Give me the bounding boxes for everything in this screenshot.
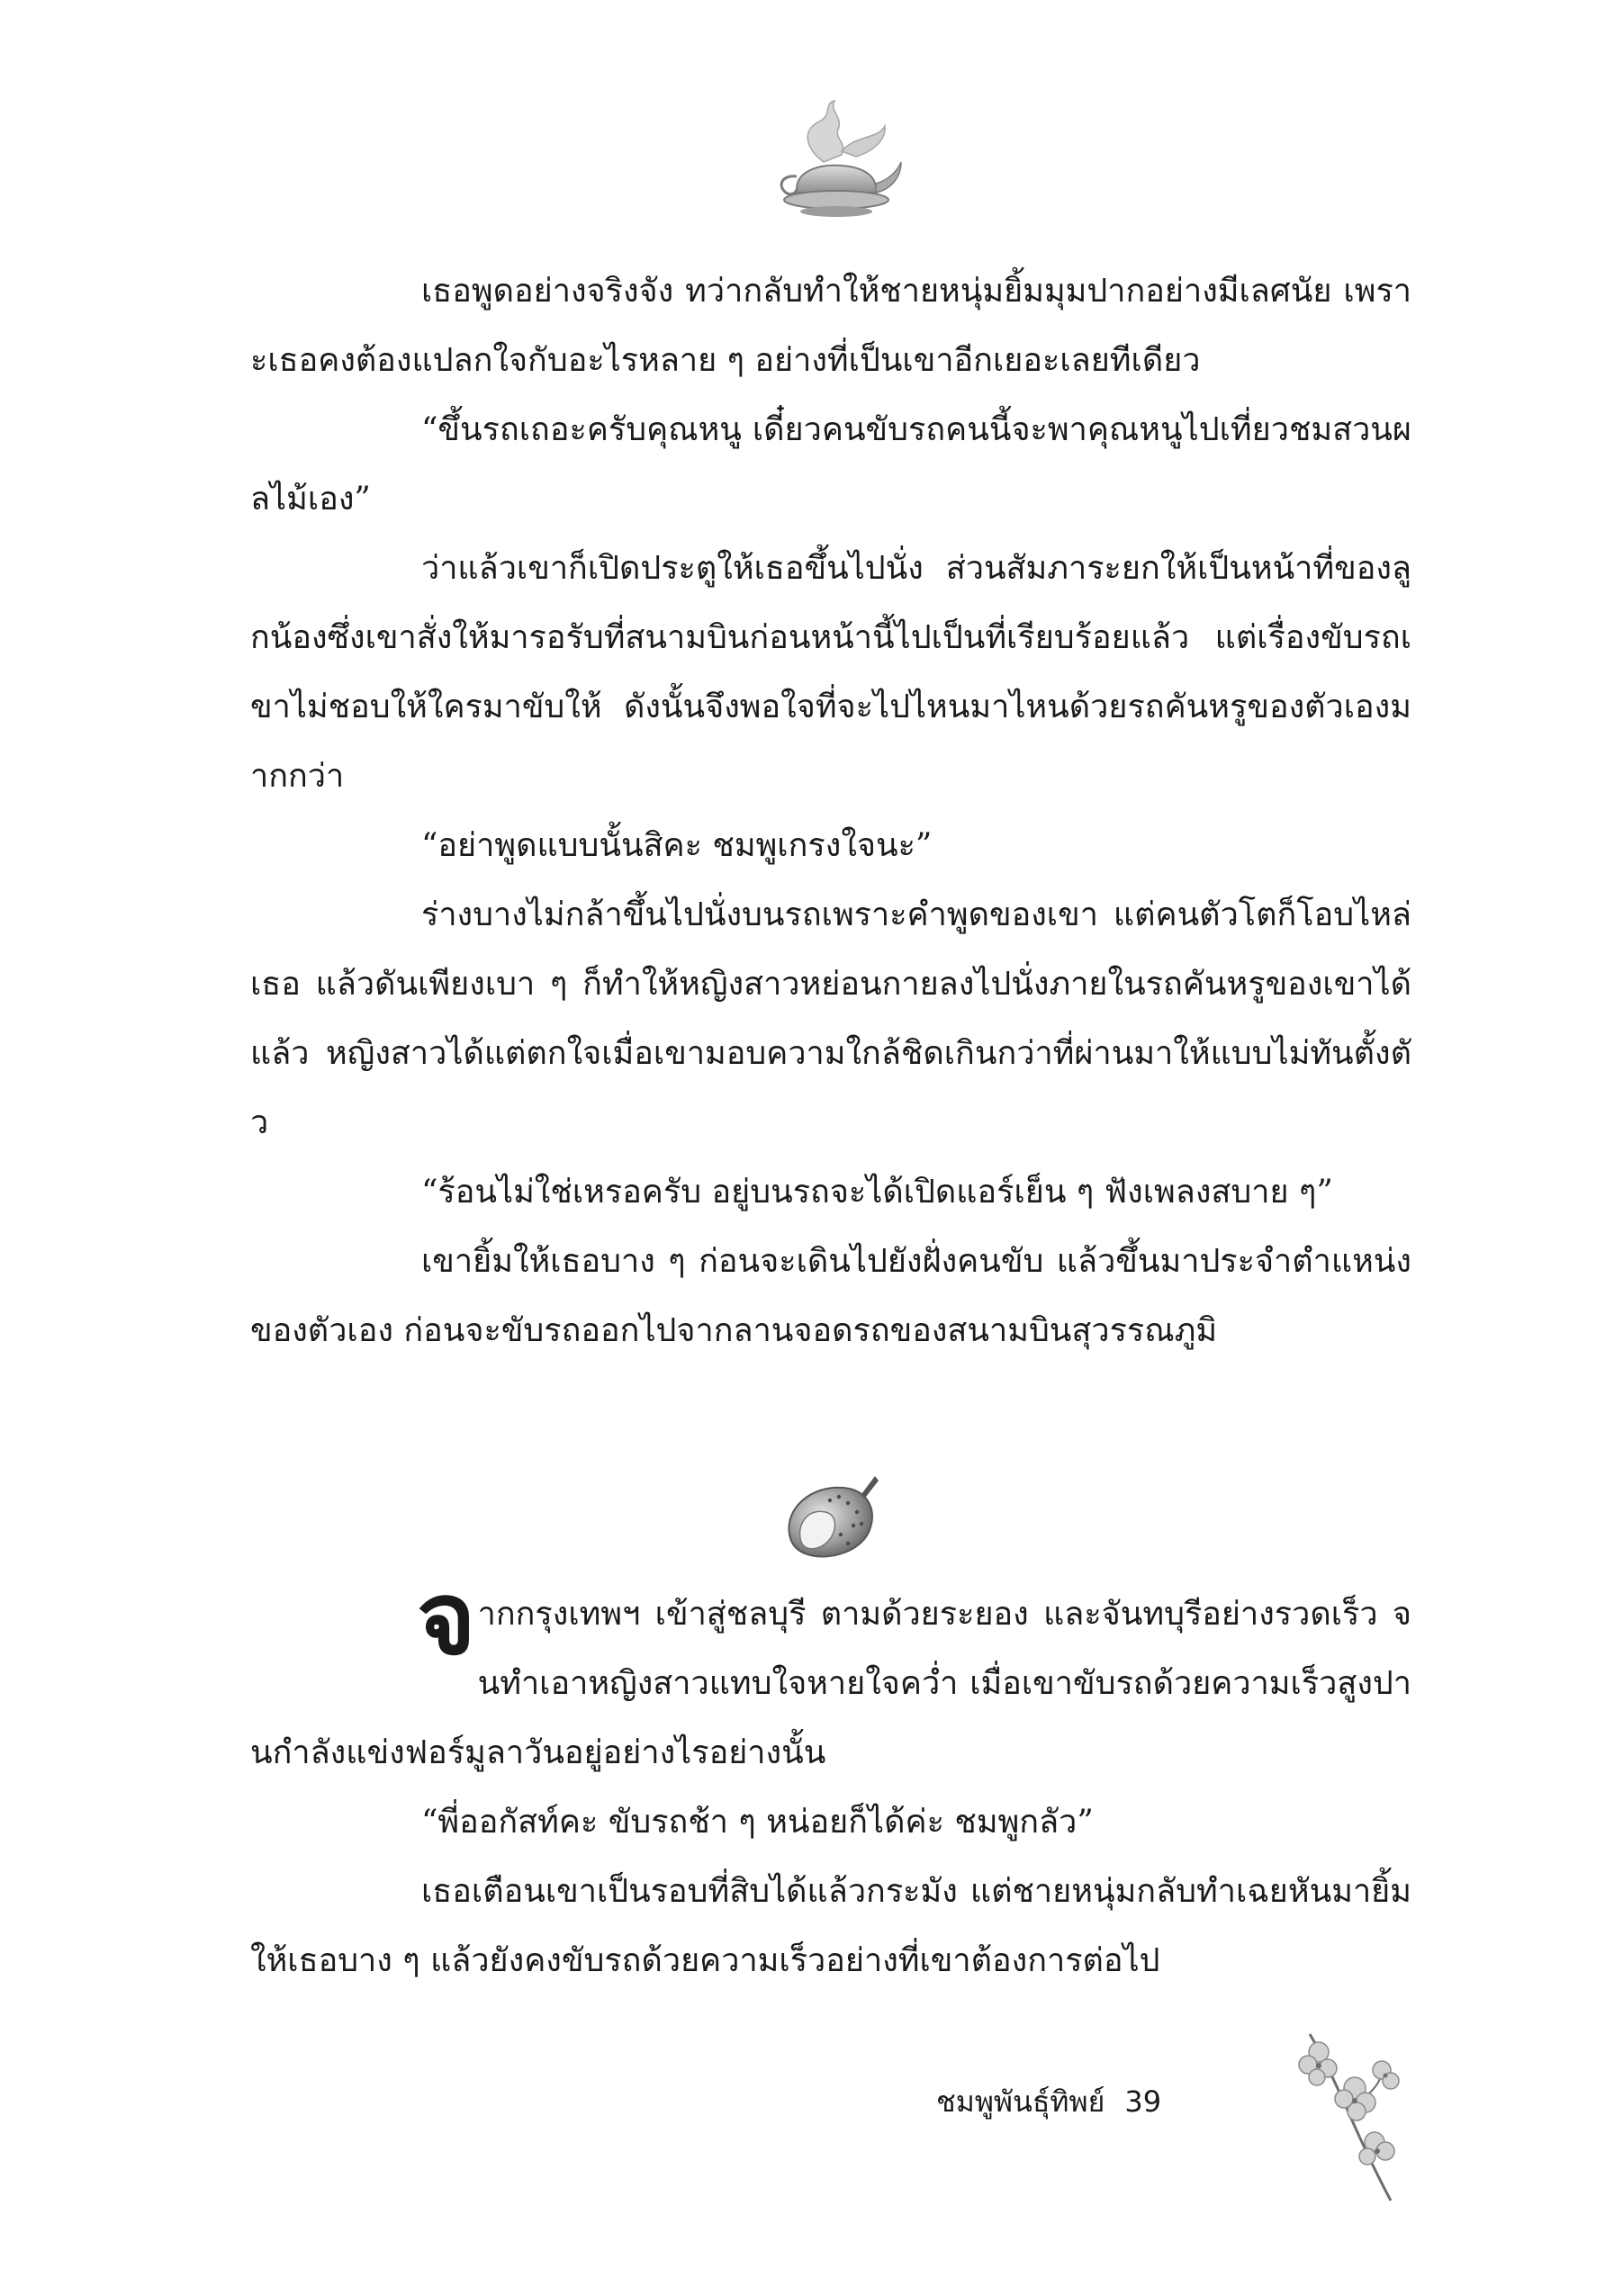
paragraph: เธอพูดอย่างจริงจัง ทว่ากลับทำให้ชายหนุ่มยิ้มมุมปากอย่างมีเลศนัย เพราะเธอคงต้องแปลกใจกับอะไรหลาย ๆ อย่างที่เป็นเขาอีกเยอะเลยทีเดียว [250, 273, 1411, 379]
paragraph: เขายิ้มให้เธอบาง ๆ ก่อนจะเดินไปยังฝั่งคนขับ แล้วขึ้นมาประจำตำแหน่งของตัวเอง ก่อนจะขับรถออกไปจากลานจอดรถของสนามบินสุวรรณภูมิ [250, 1243, 1411, 1349]
paragraph: “ร้อนไม่ใช่เหรอครับ อยู่บนรถจะได้เปิดแอร์เย็น ๆ ฟังเพลงสบาย ๆ” [421, 1174, 1333, 1211]
book-title: ชมพูพันธุ์ทิพย์ [936, 2084, 1105, 2119]
paragraph: เธอเตือนเขาเป็นรอบที่สิบได้แล้วกระมัง แต่ชายหนุ่มกลับทำเฉยหันมายิ้มให้เธอบาง ๆ แล้วยังคงขับรถด้วยความเร็วอย่างที่เขาต้องการต่อไป [250, 1873, 1411, 1979]
section-two [250, 1560, 1411, 1995]
paragraph: ร่างบางไม่กล้าขึ้นไปนั่งบนรถเพราะคำพูดของเขา แต่คนตัวโตก็โอบไหล่เธอ แล้วดันเพียงเบา ๆ ก็ทำให้หญิงสาวหย่อนกายลงไปนั่งภายในรถคันหรูของเขาได้แล้ว หญิงสาวได้แต่ตกใจเมื่อเขามอบความใกล้ชิดเกินกว่าที่ผ่านมาให้แบบไม่ทันตั้งตัว [250, 896, 1411, 1141]
paragraph-text: ากกรุงเทพฯ เข้าสู่ชลบุรี ตามด้วยระยอง และจันทบุรีอย่างรวดเร็ว จนทำเอาหญิงสาวแทบใจหายใจคว่ำ เมื่อเขาขับรถด้วยความเร็วสูงปานกำลังแข่งฟอร์มูลาวันอยู่อย่างไรอย่างนั้น [250, 1596, 1411, 1771]
paragraph: “ขึ้นรถเถอะครับคุณหนู เดี๋ยวคนขับรถคนนี้จะพาคุณหนูไปเที่ยวชมสวนผลไม้เอง” [250, 411, 1411, 518]
page-number: 39 [1124, 2084, 1162, 2119]
paragraph [250, 1560, 1411, 1787]
drop-cap: จ [417, 1560, 476, 1678]
durian-icon [776, 1472, 884, 1566]
section-one [250, 257, 1411, 1365]
teapot-lamp-icon [770, 99, 905, 225]
paragraph: “พี่ออกัสท์คะ ขับรถช้า ๆ หน่อยก็ได้ค่ะ ชมพูกลัว” [421, 1804, 1094, 1841]
page-footer [936, 2079, 1161, 2125]
paragraph: “อย่าพูดแบบนั้นสิคะ ชมพูเกรงใจนะ” [421, 827, 933, 864]
flower-branch-icon [1292, 2025, 1409, 2205]
paragraph: ว่าแล้วเขาก็เปิดประตูให้เธอขึ้นไปนั่ง ส่วนสัมภาระยกให้เป็นหน้าที่ของลูกน้องซึ่งเขาสั่งให้มารอรับที่สนามบินก่อนหน้านี้ไปเป็นที่เรียบร้อยแล้ว แต่เรื่องขับรถเขาไม่ชอบให้ใครมาขับให้ ดังนั้นจึงพอใจที่จะไปไหนมาไหนด้วยรถคันหรูของตัวเองมากกว่า [250, 550, 1411, 795]
